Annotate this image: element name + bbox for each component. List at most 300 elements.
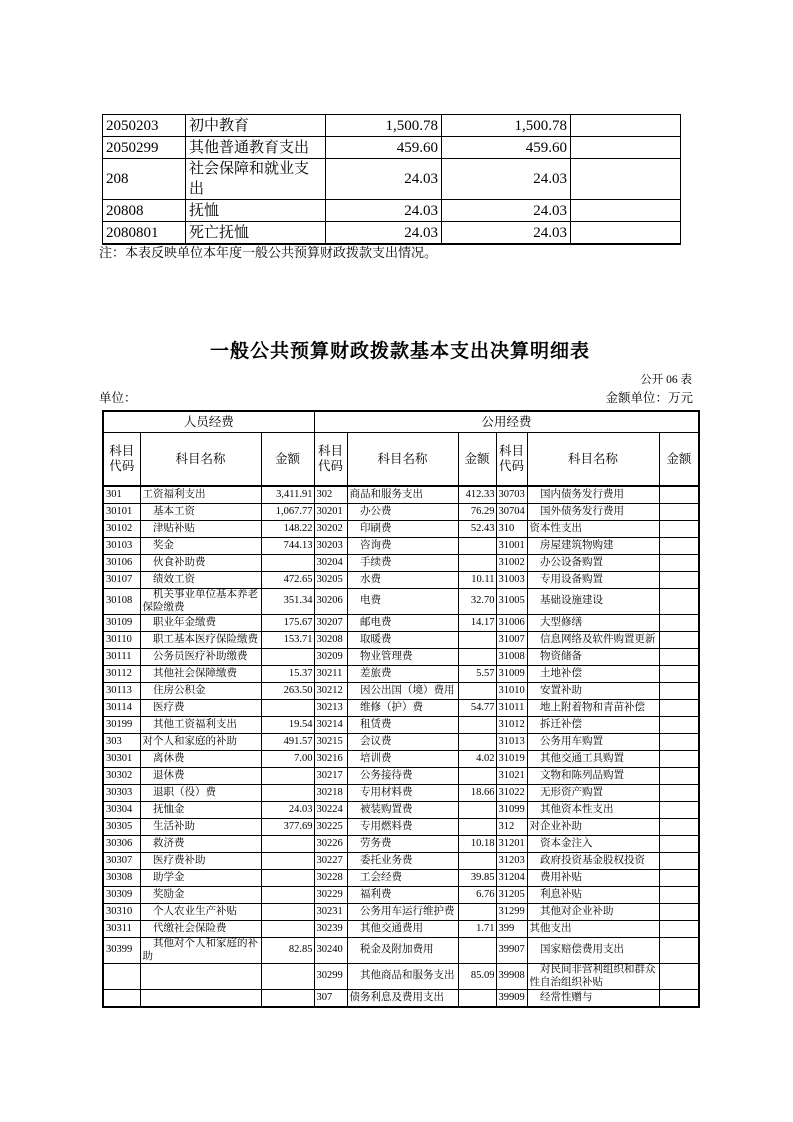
subject-code-cell: 31203 xyxy=(496,853,527,870)
amount-cell xyxy=(261,887,314,904)
subject-code-cell: 39909 xyxy=(496,990,527,1008)
subject-code-cell: 30207 xyxy=(314,615,347,632)
subject-name-cell: 会议费 xyxy=(347,734,458,751)
amount-cell: 175.67 xyxy=(261,615,314,632)
subject-name-cell: 工资福利支出 xyxy=(140,486,261,504)
amount-cell xyxy=(659,649,699,666)
subject-name-cell: 手续费 xyxy=(347,555,458,572)
subject-code-cell: 30110 xyxy=(103,632,140,649)
subject-code-cell: 31009 xyxy=(496,666,527,683)
amount-cell: 18.66 xyxy=(458,785,496,802)
amount-cell xyxy=(261,700,314,717)
amount-cell xyxy=(261,649,314,666)
amount-cell xyxy=(659,700,699,717)
subject-code-cell: 399 xyxy=(496,921,527,938)
subject-name-cell: 物资储备 xyxy=(527,649,659,666)
subject-name-cell: 对个人和家庭的补助 xyxy=(140,734,261,751)
amount-header: 金额 xyxy=(659,433,699,487)
subject-name-cell: 其他对企业补助 xyxy=(527,904,659,921)
table-row xyxy=(103,990,699,1008)
subject-name-cell: 伙食补助费 xyxy=(140,555,261,572)
table-row xyxy=(103,734,699,751)
subject-name-cell: 资本金注入 xyxy=(527,836,659,853)
subject-code-cell: 31006 xyxy=(496,615,527,632)
amount-cell xyxy=(571,222,681,245)
subject-name-cell: 公务用车购置 xyxy=(527,734,659,751)
subject-code-cell: 208 xyxy=(103,159,186,200)
subject-name-cell: 电费 xyxy=(347,589,458,615)
amount-cell xyxy=(458,683,496,700)
subject-code-cell: 30310 xyxy=(103,904,140,921)
subject-code-cell: 30240 xyxy=(314,938,347,964)
subject-code-cell: 30107 xyxy=(103,572,140,589)
table-row xyxy=(103,717,699,734)
table-row xyxy=(103,649,699,666)
subject-name-cell: 生活补助 xyxy=(140,819,261,836)
amount-cell: 1,067.77 xyxy=(261,504,314,521)
table-row xyxy=(103,819,699,836)
amount-cell xyxy=(659,632,699,649)
amount-cell xyxy=(571,200,681,222)
subject-code-cell: 30205 xyxy=(314,572,347,589)
amount-cell: 1,500.78 xyxy=(442,115,571,137)
amount-cell xyxy=(659,802,699,819)
amount-cell xyxy=(659,768,699,785)
amount-cell: 24.03 xyxy=(442,159,571,200)
subject-name-cell: 医疗费补助 xyxy=(140,853,261,870)
amount-cell xyxy=(261,768,314,785)
subject-name-cell: 政府投资基金股权投资 xyxy=(527,853,659,870)
amount-cell xyxy=(659,938,699,964)
table-row xyxy=(103,115,681,137)
table-row xyxy=(103,887,699,904)
subject-code-cell: 31201 xyxy=(496,836,527,853)
subject-name-cell: 基本工资 xyxy=(140,504,261,521)
subject-code-cell: 30228 xyxy=(314,870,347,887)
subject-code-cell: 30299 xyxy=(314,964,347,990)
table-row xyxy=(103,589,699,615)
subject-code-cell: 301 xyxy=(103,486,140,504)
amount-cell xyxy=(659,904,699,921)
subject-code-cell: 31299 xyxy=(496,904,527,921)
amount-cell: 5.57 xyxy=(458,666,496,683)
table-row xyxy=(103,159,681,200)
amount-cell: 412.33 xyxy=(458,486,496,504)
subject-name-cell: 专用材料费 xyxy=(347,785,458,802)
amount-cell xyxy=(458,555,496,572)
amount-cell: 459.60 xyxy=(326,137,442,159)
amount-cell: 491.57 xyxy=(261,734,314,751)
subject-name-cell: 利息补贴 xyxy=(527,887,659,904)
subject-code-cell: 30308 xyxy=(103,870,140,887)
amount-cell xyxy=(659,785,699,802)
subject-name-cell: 其他对个人和家庭的补助 xyxy=(140,938,261,964)
basic-expenditure-detail-table xyxy=(102,410,700,1008)
amount-cell: 153.71 xyxy=(261,632,314,649)
subject-name-cell: 拆迁补偿 xyxy=(527,717,659,734)
subject-code-cell: 30218 xyxy=(314,785,347,802)
amount-cell xyxy=(458,538,496,555)
subject-name-cell: 经常性赠与 xyxy=(527,990,659,1008)
subject-code-cell: 30231 xyxy=(314,904,347,921)
subject-name-cell: 抚恤 xyxy=(186,200,326,222)
subject-code-cell: 30112 xyxy=(103,666,140,683)
subject-name-cell: 培训费 xyxy=(347,751,458,768)
table-row xyxy=(103,504,699,521)
subject-code-cell: 30227 xyxy=(314,853,347,870)
amount-cell xyxy=(458,768,496,785)
amount-cell xyxy=(261,964,314,990)
subject-code-cell: 30208 xyxy=(314,632,347,649)
amount-cell: 472.65 xyxy=(261,572,314,589)
subject-name-cell: 医疗费 xyxy=(140,700,261,717)
subject-code-header: 科目代码 xyxy=(496,433,527,487)
amount-cell xyxy=(659,751,699,768)
subject-name-cell: 工会经费 xyxy=(347,870,458,887)
subject-name-cell: 其他支出 xyxy=(527,921,659,938)
subject-name-cell: 国外债务发行费用 xyxy=(527,504,659,521)
subject-name-cell: 债务利息及费用支出 xyxy=(347,990,458,1008)
subject-name-cell: 物业管理费 xyxy=(347,649,458,666)
subject-code-cell: 30217 xyxy=(314,768,347,785)
amount-cell xyxy=(261,555,314,572)
subject-code-header: 科目代码 xyxy=(314,433,347,487)
table-row xyxy=(103,615,699,632)
amount-cell xyxy=(261,990,314,1008)
subject-code-cell: 31205 xyxy=(496,887,527,904)
subject-code-cell: 30202 xyxy=(314,521,347,538)
amount-cell xyxy=(571,115,681,137)
amount-cell: 1,500.78 xyxy=(326,115,442,137)
subject-code-cell: 31002 xyxy=(496,555,527,572)
subject-code-cell: 30109 xyxy=(103,615,140,632)
subject-name-cell: 租赁费 xyxy=(347,717,458,734)
subject-code-cell: 31007 xyxy=(496,632,527,649)
subject-name-cell: 福利费 xyxy=(347,887,458,904)
subject-code-header: 科目代码 xyxy=(103,433,140,487)
subject-code-cell: 31013 xyxy=(496,734,527,751)
subject-code-cell: 30303 xyxy=(103,785,140,802)
subject-code-cell: 30101 xyxy=(103,504,140,521)
table-row xyxy=(103,538,699,555)
subject-code-cell: 30226 xyxy=(314,836,347,853)
subject-name-cell: 国内债务发行费用 xyxy=(527,486,659,504)
subject-name-cell: 专用设备购置 xyxy=(527,572,659,589)
subject-name-cell: 机关事业单位基本养老保险缴费 xyxy=(140,589,261,615)
amount-cell xyxy=(659,887,699,904)
amount-cell xyxy=(458,990,496,1008)
subject-name-cell: 退休费 xyxy=(140,768,261,785)
subject-name-cell: 对企业补助 xyxy=(527,819,659,836)
subject-code-cell: 30111 xyxy=(103,649,140,666)
subject-code-cell: 31204 xyxy=(496,870,527,887)
subject-code-cell: 30304 xyxy=(103,802,140,819)
subject-code-cell: 30229 xyxy=(314,887,347,904)
amount-cell xyxy=(571,137,681,159)
subject-code-cell: 30216 xyxy=(314,751,347,768)
subject-code-cell: 2050299 xyxy=(103,137,186,159)
subject-code-cell xyxy=(103,990,140,1008)
subject-name-cell: 邮电费 xyxy=(347,615,458,632)
subject-code-cell: 30102 xyxy=(103,521,140,538)
subject-code-cell: 303 xyxy=(103,734,140,751)
subject-name-cell: 地上附着物和青苗补偿 xyxy=(527,700,659,717)
amount-cell xyxy=(659,504,699,521)
subject-name-cell: 其他社会保障缴费 xyxy=(140,666,261,683)
amount-cell xyxy=(458,904,496,921)
subject-name-cell: 专用燃料费 xyxy=(347,819,458,836)
subject-name-cell: 文物和陈列品购置 xyxy=(527,768,659,785)
subject-name-cell: 职工基本医疗保险缴费 xyxy=(140,632,261,649)
column-header-row xyxy=(103,433,699,487)
subject-name-cell: 社会保障和就业支出 xyxy=(186,159,326,200)
amount-cell xyxy=(659,870,699,887)
subject-code-cell: 31001 xyxy=(496,538,527,555)
amount-cell xyxy=(659,990,699,1008)
amount-cell xyxy=(659,615,699,632)
subject-name-cell: 安置补助 xyxy=(527,683,659,700)
table-row xyxy=(103,853,699,870)
subject-name-cell: 劳务费 xyxy=(347,836,458,853)
amount-cell: 377.69 xyxy=(261,819,314,836)
subject-name-cell: 救济费 xyxy=(140,836,261,853)
subject-name-cell: 其他交通工具购置 xyxy=(527,751,659,768)
table-row xyxy=(103,200,681,222)
amount-cell: 459.60 xyxy=(442,137,571,159)
subject-code-cell: 31011 xyxy=(496,700,527,717)
subject-code-cell: 30199 xyxy=(103,717,140,734)
table-row xyxy=(103,964,699,990)
subject-name-cell: 绩效工资 xyxy=(140,572,261,589)
amount-cell xyxy=(659,589,699,615)
subject-name-header: 科目名称 xyxy=(527,433,659,487)
subject-name-cell xyxy=(140,964,261,990)
amount-cell: 263.50 xyxy=(261,683,314,700)
subject-name-cell: 被装购置费 xyxy=(347,802,458,819)
subject-code-cell: 20808 xyxy=(103,200,186,222)
amount-cell: 7.00 xyxy=(261,751,314,768)
amount-cell: 6.76 xyxy=(458,887,496,904)
public-funds-header: 公用经费 xyxy=(314,411,699,433)
subject-name-cell: 无形资产购置 xyxy=(527,785,659,802)
subject-name-cell: 公务员医疗补助缴费 xyxy=(140,649,261,666)
personnel-funds-header: 人员经费 xyxy=(103,411,314,433)
amount-cell: 24.03 xyxy=(326,222,442,245)
subject-code-cell: 31005 xyxy=(496,589,527,615)
table-row xyxy=(103,921,699,938)
amount-cell xyxy=(659,521,699,538)
subject-code-cell: 31022 xyxy=(496,785,527,802)
amount-cell xyxy=(659,486,699,504)
table-row xyxy=(103,938,699,964)
subject-code-cell: 30311 xyxy=(103,921,140,938)
subject-code-cell: 31021 xyxy=(496,768,527,785)
subject-code-cell: 30203 xyxy=(314,538,347,555)
amount-cell: 24.03 xyxy=(326,200,442,222)
subject-code-cell: 31010 xyxy=(496,683,527,700)
amount-cell xyxy=(659,853,699,870)
subject-name-header: 科目名称 xyxy=(347,433,458,487)
subject-code-cell: 30399 xyxy=(103,938,140,964)
amount-cell: 54.77 xyxy=(458,700,496,717)
subject-name-cell xyxy=(140,990,261,1008)
table-row xyxy=(103,486,699,504)
amount-cell xyxy=(458,853,496,870)
amount-cell: 24.03 xyxy=(326,159,442,200)
amount-cell xyxy=(261,785,314,802)
amount-cell xyxy=(659,921,699,938)
amount-cell xyxy=(659,555,699,572)
subject-code-cell: 31099 xyxy=(496,802,527,819)
table-row xyxy=(103,632,699,649)
subject-name-cell: 其他工资福利支出 xyxy=(140,717,261,734)
subject-code-cell: 30309 xyxy=(103,887,140,904)
amount-cell xyxy=(571,159,681,200)
amount-cell: 24.03 xyxy=(442,222,571,245)
subject-code-cell: 30106 xyxy=(103,555,140,572)
subject-code-cell: 39908 xyxy=(496,964,527,990)
amount-cell xyxy=(659,819,699,836)
subject-name-cell: 其他商品和服务支出 xyxy=(347,964,458,990)
subject-code-cell: 30206 xyxy=(314,589,347,615)
subject-code-cell: 30211 xyxy=(314,666,347,683)
subject-code-cell: 30108 xyxy=(103,589,140,615)
amount-cell: 82.85 xyxy=(261,938,314,964)
subject-name-cell: 离休费 xyxy=(140,751,261,768)
amount-cell xyxy=(261,836,314,853)
subject-name-cell: 住房公积金 xyxy=(140,683,261,700)
subject-name-cell: 大型修缮 xyxy=(527,615,659,632)
subject-name-cell: 国家赔偿费用支出 xyxy=(527,938,659,964)
amount-cell xyxy=(659,717,699,734)
amount-cell: 24.03 xyxy=(261,802,314,819)
table-row xyxy=(103,222,681,245)
table-row xyxy=(103,555,699,572)
subject-code-cell: 312 xyxy=(496,819,527,836)
amount-cell xyxy=(261,904,314,921)
subject-name-cell: 对民间非营利组织和群众性自治组织补贴 xyxy=(527,964,659,990)
amount-cell xyxy=(659,683,699,700)
subject-name-cell: 土地补偿 xyxy=(527,666,659,683)
subject-name-cell: 因公出国（境）费用 xyxy=(347,683,458,700)
table-note: 注：本表反映单位本年度一般公共预算财政拨款支出情况。 xyxy=(99,245,438,260)
subject-name-cell: 其他普通教育支出 xyxy=(186,137,326,159)
amount-cell: 10.11 xyxy=(458,572,496,589)
subject-code-cell: 31012 xyxy=(496,717,527,734)
subject-name-cell: 资本性支出 xyxy=(527,521,659,538)
amount-cell xyxy=(659,666,699,683)
subject-code-cell: 30201 xyxy=(314,504,347,521)
table-row xyxy=(103,768,699,785)
subject-name-cell: 初中教育 xyxy=(186,115,326,137)
budget-expenditure-continuation-table xyxy=(102,114,681,245)
subject-name-cell: 税金及附加费用 xyxy=(347,938,458,964)
amount-cell xyxy=(261,921,314,938)
subject-code-cell: 30302 xyxy=(103,768,140,785)
amount-header: 金额 xyxy=(261,433,314,487)
amount-cell xyxy=(458,938,496,964)
subject-name-cell: 死亡抚恤 xyxy=(186,222,326,245)
subject-name-cell: 差旅费 xyxy=(347,666,458,683)
subject-code-cell: 30204 xyxy=(314,555,347,572)
subject-name-cell: 办公设备购置 xyxy=(527,555,659,572)
subject-name-cell: 取暖费 xyxy=(347,632,458,649)
amount-unit-label: 金额单位：万元 xyxy=(605,391,693,405)
amount-cell xyxy=(458,802,496,819)
amount-cell: 15.37 xyxy=(261,666,314,683)
page-title: 一般公共预算财政拨款基本支出决算明细表 xyxy=(209,341,590,362)
unit-label: 单位： xyxy=(99,391,137,405)
top-table xyxy=(102,114,681,245)
amount-cell: 32.70 xyxy=(458,589,496,615)
subject-code-cell: 2080801 xyxy=(103,222,186,245)
subject-code-cell: 307 xyxy=(314,990,347,1008)
subject-name-cell: 其他资本性支出 xyxy=(527,802,659,819)
subject-code-cell: 30113 xyxy=(103,683,140,700)
subject-name-cell: 信息网络及软件购置更新 xyxy=(527,632,659,649)
unit-row xyxy=(99,388,693,406)
amount-cell xyxy=(659,836,699,853)
subject-name-cell: 维修（护）费 xyxy=(347,700,458,717)
subject-name-cell: 津贴补贴 xyxy=(140,521,261,538)
amount-cell: 744.13 xyxy=(261,538,314,555)
subject-code-cell: 30224 xyxy=(314,802,347,819)
amount-cell xyxy=(458,717,496,734)
amount-cell: 24.03 xyxy=(442,200,571,222)
subject-code-cell: 30114 xyxy=(103,700,140,717)
table-row xyxy=(103,572,699,589)
amount-cell: 148.22 xyxy=(261,521,314,538)
table-row xyxy=(103,870,699,887)
amount-cell xyxy=(659,734,699,751)
table-row xyxy=(103,700,699,717)
amount-cell: 1.71 xyxy=(458,921,496,938)
table-row xyxy=(103,666,699,683)
subject-name-cell: 公务接待费 xyxy=(347,768,458,785)
subject-name-cell: 水费 xyxy=(347,572,458,589)
amount-cell: 4.02 xyxy=(458,751,496,768)
subject-code-cell: 30703 xyxy=(496,486,527,504)
subject-code-cell: 30103 xyxy=(103,538,140,555)
table-row xyxy=(103,836,699,853)
table-row xyxy=(103,785,699,802)
amount-cell xyxy=(261,853,314,870)
amount-header: 金额 xyxy=(458,433,496,487)
amount-cell: 351.34 xyxy=(261,589,314,615)
subject-name-cell: 退职（役）费 xyxy=(140,785,261,802)
amount-cell: 85.09 xyxy=(458,964,496,990)
amount-cell: 76.29 xyxy=(458,504,496,521)
subject-code-cell: 31008 xyxy=(496,649,527,666)
subject-name-cell: 其他交通费用 xyxy=(347,921,458,938)
subject-name-cell: 抚恤金 xyxy=(140,802,261,819)
form-number-label: 公开 06 表 xyxy=(640,374,692,386)
subject-name-cell: 印刷费 xyxy=(347,521,458,538)
subject-code-cell: 2050203 xyxy=(103,115,186,137)
subject-code-cell: 30305 xyxy=(103,819,140,836)
subject-code-cell: 30215 xyxy=(314,734,347,751)
subject-name-cell: 房屋建筑物购建 xyxy=(527,538,659,555)
subject-code-cell: 30307 xyxy=(103,853,140,870)
subject-name-cell: 奖金 xyxy=(140,538,261,555)
amount-cell xyxy=(659,964,699,990)
subject-code-cell: 30239 xyxy=(314,921,347,938)
subject-code-cell: 30209 xyxy=(314,649,347,666)
table-row xyxy=(103,904,699,921)
subject-code-cell: 302 xyxy=(314,486,347,504)
subject-code-cell: 30212 xyxy=(314,683,347,700)
table-row xyxy=(103,683,699,700)
